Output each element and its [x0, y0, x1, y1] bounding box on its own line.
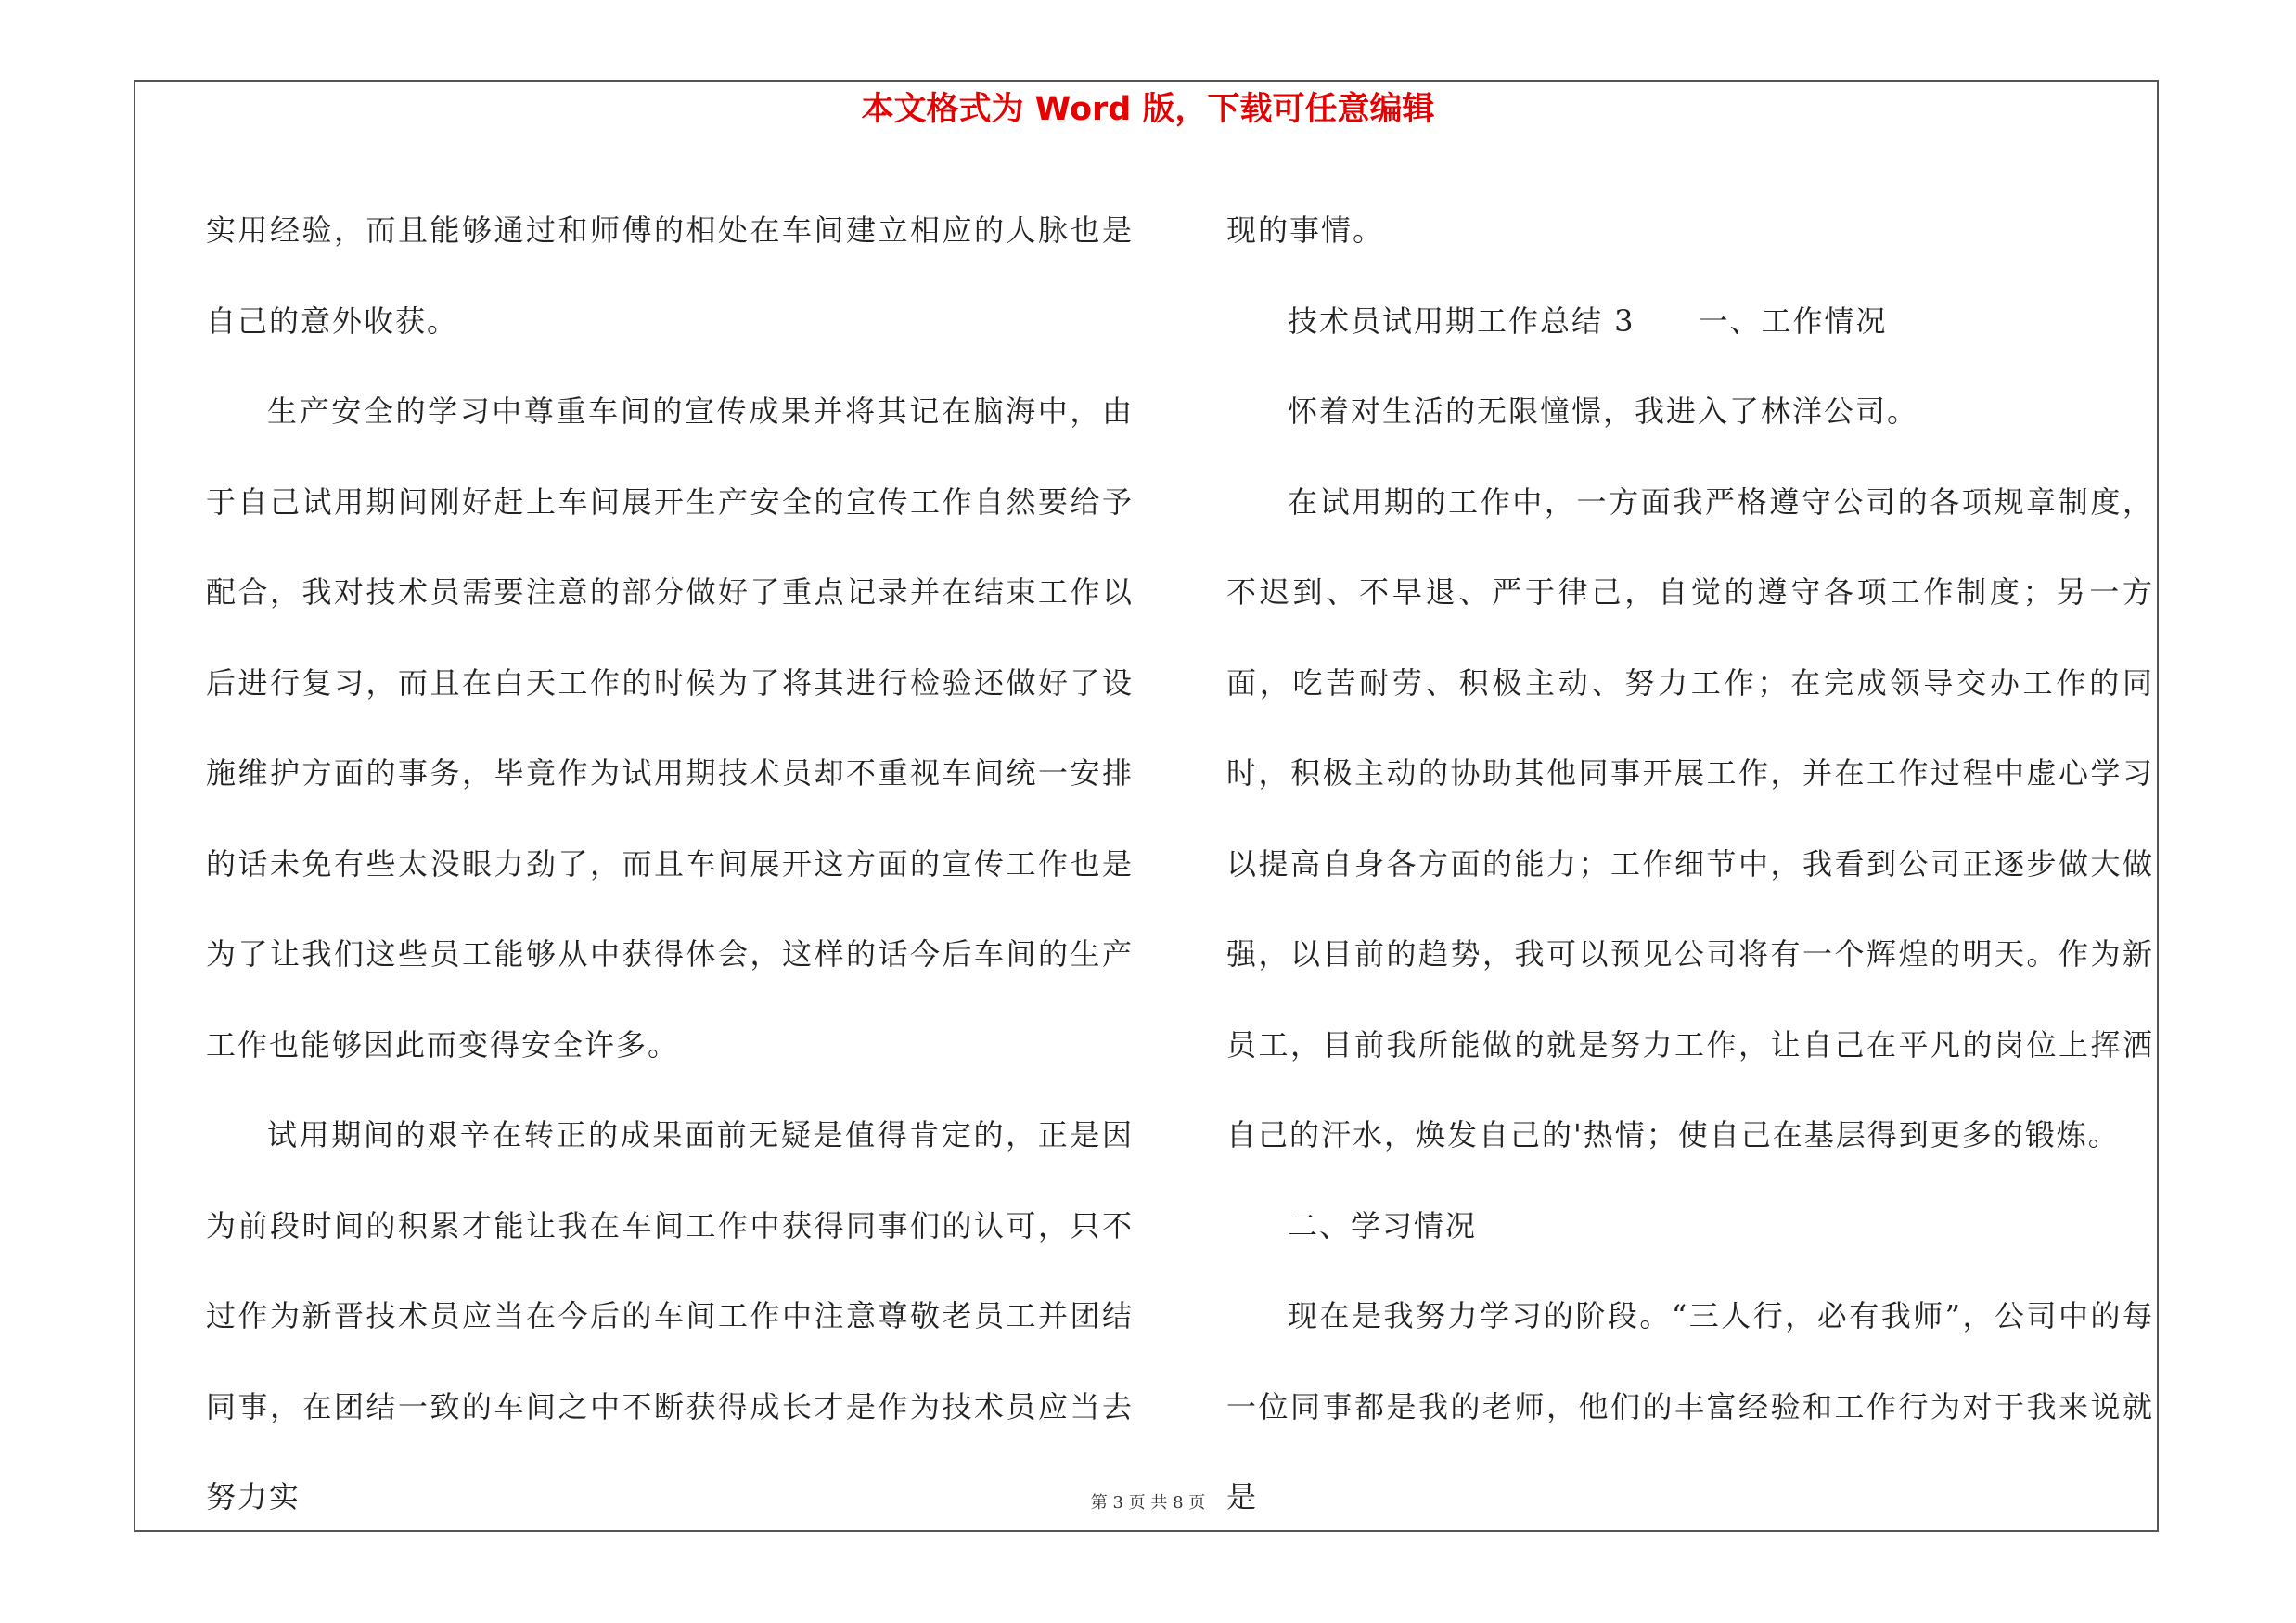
- word-format-banner: 本文格式为 Word 版，下载可任意编辑: [861, 91, 1435, 128]
- right-column-paragraph: 怀着对生活的无限憧憬，我进入了林洋公司。: [1288, 393, 1919, 429]
- right-text-column: [1226, 186, 2154, 1543]
- right-column-paragraph: 技术员试用期工作总结 3 一、工作情况: [1288, 303, 1888, 339]
- right-column-paragraph: 现在是我努力学习的阶段。“三人行，必有我师”，公司中的每一位同事都是我的老师，他们的丰富经验和工作行为对于我来说就是: [1226, 1298, 2154, 1514]
- left-text-column: [206, 186, 1134, 1543]
- left-column-paragraph: 试用期间的艰辛在转正的成果面前无疑是值得肯定的，正是因为前段时间的积累才能让我在车间工作中获得同事们的认可，只不过作为新晋技术员应当在今后的车间工作中注意尊敬老员工并团结同事，在团结一致的车间之中不断获得成长才是作为技术员应当去努力实: [206, 1117, 1134, 1514]
- page-number-footer: 第 3 页 共 8 页: [1090, 1493, 1206, 1513]
- left-column-paragraph: 生产安全的学习中尊重车间的宣传成果并将其记在脑海中，由于自己试用期间刚好赶上车间展开生产安全的宣传工作自然要给予配合，我对技术员需要注意的部分做好了重点记录并在结束工作以后进行复习，而且在白天工作的时候为了将其进行检验还做好了设施维护方面的事务，毕竟作为试用期技术员却不重视车间统一安排的话未免有些太没眼力劲了，而且车间展开这方面的宣传工作也是为了让我们这些员工能够从中获得体会，这样的话今后车间的生产工作也能够因此而变得安全许多。: [206, 393, 1134, 1063]
- right-column-paragraph: 现的事情。: [1226, 213, 1385, 248]
- right-column-paragraph: 在试用期的工作中，一方面我严格遵守公司的各项规章制度，不迟到、不早退、严于律己，自觉的遵守各项工作制度；另一方面，吃苦耐劳、积极主动、努力工作；在完成领导交办工作的同时，积极主动的协助其他同事开展工作，并在工作过程中虚心学习以提高自身各方面的能力；工作细节中，我看到公司正逐步做大做强，以目前的趋势，我可以预见公司将有一个辉煌的明天。作为新员工，目前我所能做的就是努力工作，让自己在平凡的岗位上挥洒自己的汗水，焕发自己的'热情；使自己在基层得到更多的锻炼。: [1226, 483, 2154, 1153]
- left-column-paragraph: 实用经验，而且能够通过和师傅的相处在车间建立相应的人脉也是自己的意外收获。: [206, 213, 1134, 339]
- right-column-paragraph: 二、学习情况: [1288, 1207, 1478, 1243]
